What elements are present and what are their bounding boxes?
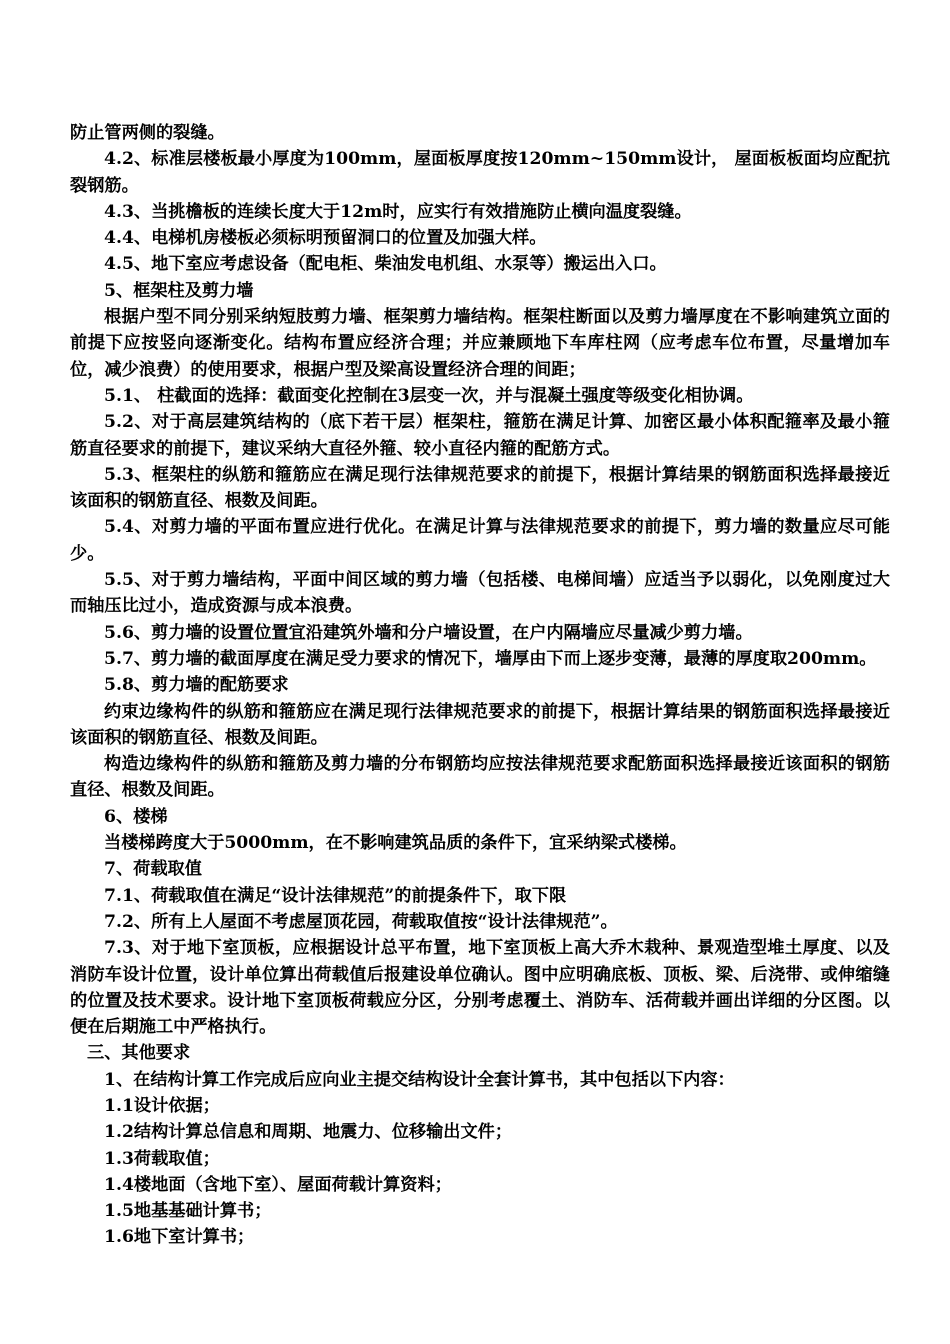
paragraph: 7.2、所有上人屋面不考虑屋顶花园，荷载取值按“设计法律规范”。	[104, 911, 618, 932]
paragraph: 5.5、对于剪力墙结构，平面中间区域的剪力墙（包括楼、电梯间墙）应适当予以弱化，以免刚度过大而轴压比过小，造成资源与成本浪费。	[70, 570, 890, 617]
paragraph: 5.6、剪力墙的设置位置宜沿建筑外墙和分户墙设置，在户内隔墙应尽量减少剪力墙。	[104, 622, 753, 643]
paragraph: 根据户型不同分别采纳短肢剪力墙、框架剪力墙结构。框架柱断面以及剪力墙厚度在不影响建筑立面的前提下应按竖向逐渐变化。结构布置应经济合理；并应兼顾地下车库柱网（应考虑车位布置，尽量增加车位，减少浪费）的使用要求，根据户型及梁高设置经济合理的间距；	[70, 307, 890, 380]
paragraph: 三、其他要求	[87, 1043, 191, 1064]
paragraph: 4.5、地下室应考虑设备（配电柜、柴油发电机组、水泵等）搬运出入口。	[104, 254, 667, 275]
paragraph: 5.2、对于高层建筑结构的（底下若干层）框架柱，箍筋在满足计算、加密区最小体积配箍率及最小箍筋直径要求的前提下，建议采纳大直径外箍、较小直径内箍的配筋方式。	[70, 412, 890, 459]
paragraph: 5.4、对剪力墙的平面布置应进行优化。在满足计算与法律规范要求的前提下，剪力墙的数量应尽可能少。	[70, 517, 890, 564]
paragraph: 当楼梯跨度大于5000mm，在不影响建筑品质的条件下，宜采纳梁式楼梯。	[104, 833, 687, 854]
paragraph: 7、荷载取值	[104, 859, 202, 880]
paragraph: 1、在结构计算工作完成后应向业主提交结构设计全套计算书，其中包括以下内容：	[104, 1069, 735, 1090]
paragraph: 约束边缘构件的纵筋和箍筋应在满足现行法律规范要求的前提下，根据计算结果的钢筋面积选择最接近该面积的钢筋直径、根数及间距。	[70, 701, 890, 748]
paragraph: 构造边缘构件的纵筋和箍筋及剪力墙的分布钢筋均应按法律规范要求配筋面积选择最接近该面积的钢筋直径、根数及间距。	[70, 754, 890, 801]
paragraph: 6、楼梯	[104, 806, 168, 827]
paragraph: 防止管两侧的裂缝。	[70, 123, 225, 143]
paragraph: 1.5地基基础计算书；	[104, 1201, 272, 1222]
paragraph: 5.3、框架柱的纵筋和箍筋应在满足现行法律规范要求的前提下，根据计算结果的钢筋面积选择最接近该面积的钢筋直径、根数及间距。	[70, 464, 890, 512]
paragraph: 1.6地下室计算书；	[104, 1227, 255, 1248]
paragraph: 4.4、电梯机房楼板必须标明预留洞口的位置及加强大样。	[104, 228, 547, 249]
paragraph: 7.3、对于地下室顶板，应根据设计总平布置，地下室顶板上高大乔木栽种、景观造型堆土厚度、以及消防车设计位置，设计单位算出荷载值后报建设单位确认。图中应明确底板、顶板、梁、后浇带、或伸缩缝的位置及技术要求。设计地下室顶板荷载应分区，分别考虑覆土、消防车、活荷载并画出详细的分区图。以便在后期施工中严格执行。	[70, 938, 890, 1038]
paragraph: 5.1、 柱截面的选择：截面变化控制在3层变一次，并与混凝土强度等级变化相协调。	[104, 385, 754, 406]
document-body	[70, 120, 890, 1251]
paragraph: 1.1设计依据；	[104, 1095, 220, 1116]
paragraph: 1.4楼地面（含地下室）、屋面荷载计算资料；	[104, 1174, 452, 1195]
paragraph: 5、框架柱及剪力墙	[104, 280, 254, 301]
paragraph: 1.3荷载取值；	[104, 1148, 220, 1169]
paragraph: 5.7、剪力墙的截面厚度在满足受力要求的情况下，墙厚由下而上逐步变薄，最薄的厚度取200mm。	[104, 648, 877, 669]
paragraph: 4.2、标准层楼板最小厚度为100mm，屋面板厚度按120mm~150mm设计， 屋面板板面均应配抗裂钢筋。	[70, 149, 890, 196]
paragraph: 4.3、当挑檐板的连续长度大于12m时，应实行有效措施防止横向温度裂缝。	[104, 201, 692, 222]
paragraph: 7.1、荷载取值在满足“设计法律规范”的前提条件下，取下限	[104, 885, 567, 906]
paragraph: 1.2结构计算总信息和周期、地震力、位移输出文件；	[104, 1122, 513, 1143]
paragraph: 5.8、剪力墙的配筋要求	[104, 675, 289, 696]
